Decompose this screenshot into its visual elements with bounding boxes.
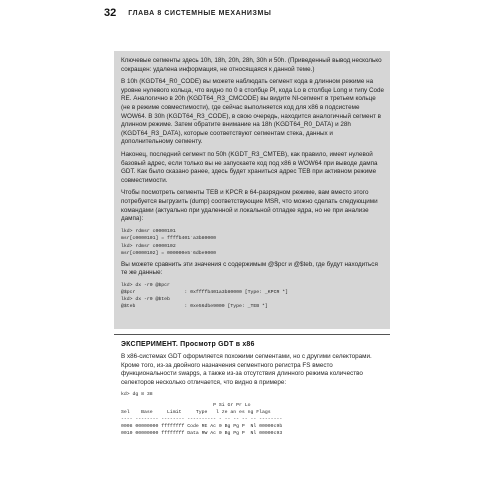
experiment-continuation-box bbox=[114, 51, 390, 329]
page-corner bbox=[0, 0, 54, 26]
code-rdmsr-101: lkd> rdmsr c0000101 msr[c0000101] = ffffb401`a3b80000 bbox=[121, 228, 216, 241]
paragraph-compare-values: Вы можете сравнить эти значения с содержимым @$pcr и @$teb, где будут находиться те же данные: bbox=[121, 260, 378, 277]
experiment-title bbox=[121, 339, 384, 350]
paragraph-code-segments: В 10h (KGDT64_R0_CODE) вы можете наблюдать сегмент кода в длинном режиме на уровне нулевого кольца, что видно по 0 в столбце Pl, кода Lo в столбце Long и типу Code RE. Аналогично в 20h (KGDT64_R3_CMCODE) вы видите Nl-сегмент в третьем кольце (не в режиме совместимости), где сейчас выполняется код для x86 в подсистеме WOW64. В 30h (KGDT64_R3_CODE), в свою очередь, находится аналогичный сегмент в длинном режиме. Затем обратите внимание на 18h (KGDT64_R0_DATA) и 28h (KGDT64_R3_DATA), которые соответствуют сегментам стека, данных и дополнительному сегменту. bbox=[121, 78, 385, 146]
code-dg-output-table: P Si Gr Pr Lo Sel Base Limit Type l ze an es ng Flags ---- -------- -------- ---------- - -- -- -- -- -------- 0008 00000000 ffffffff Code RE Ac 0 Bg Pg P Nl 00000c9b 0010 00000000 ffffffff Data RW Ac 0 Bg Pg P Nl 00000c93 bbox=[121, 403, 283, 437]
code-rdmsr-102: lkd> rdmsr c0000102 msr[c0000102] = 000000e5`6dbe9000 bbox=[121, 243, 216, 256]
paragraph-msr-dump: Чтобы посмотреть сегменты TEB и KPCR в 64-разрядном режиме, вам вместо этого потребуется выгрузить (dump) соответствующие MSR, что можно сделать следующими командами (актуально при удаленной и локальной отладке ядра, но не при анализе дампа): bbox=[121, 189, 378, 223]
paragraph-key-segments: Ключевые сегменты здесь 10h, 18h, 20h, 28h, 30h и 50h. (Приведенный вывод несколько сокращен: удалена информация, не относящаяся к данной теме.) bbox=[121, 57, 382, 73]
code-dx-pcr-teb: lkd> dx -r0 @$pcr @$pcr : 0xffffb401a3b80000 [Type: _KPCR *] lkd> dx -r0 @$teb @$teb : 0xe56dbe9000 [Type: _TEB *] bbox=[121, 282, 288, 309]
chapter-title: ГЛАВА 8 СИСТЕМНЫЕ МЕХАНИЗМЫ bbox=[128, 9, 272, 17]
experiment-title-text: ЭКСПЕРИМЕНТ. Просмотр GDT в x86 bbox=[121, 341, 255, 348]
paragraph-x86-gdt: В x86-системах GDT оформляется похожими сегментами, но с другими селекторами. Кроме того, из-за двойного назначения сегментного регистра FS вместо функциональности swapgs, а также из-за отсутствия длинного режима количество селекторов несколько отличается, что видно в примере: bbox=[121, 353, 372, 386]
running-header bbox=[104, 6, 404, 20]
page-number: 32 bbox=[104, 7, 117, 19]
code-dg-command: kd> dg 8 38 bbox=[121, 392, 153, 398]
paragraph-last-segment: Наконец, последний сегмент по 50h (KGDT_R3_CMTEB), как правило, имеет нулевой базовый адрес, если только вы не запускаете код под x86 в WOW64 при выводе дампа GDT. Как было сказано ранее, здесь будет храниться адрес TEB при активном режиме совместимости. bbox=[121, 150, 378, 184]
experiment-gdt-x86 bbox=[114, 334, 390, 462]
